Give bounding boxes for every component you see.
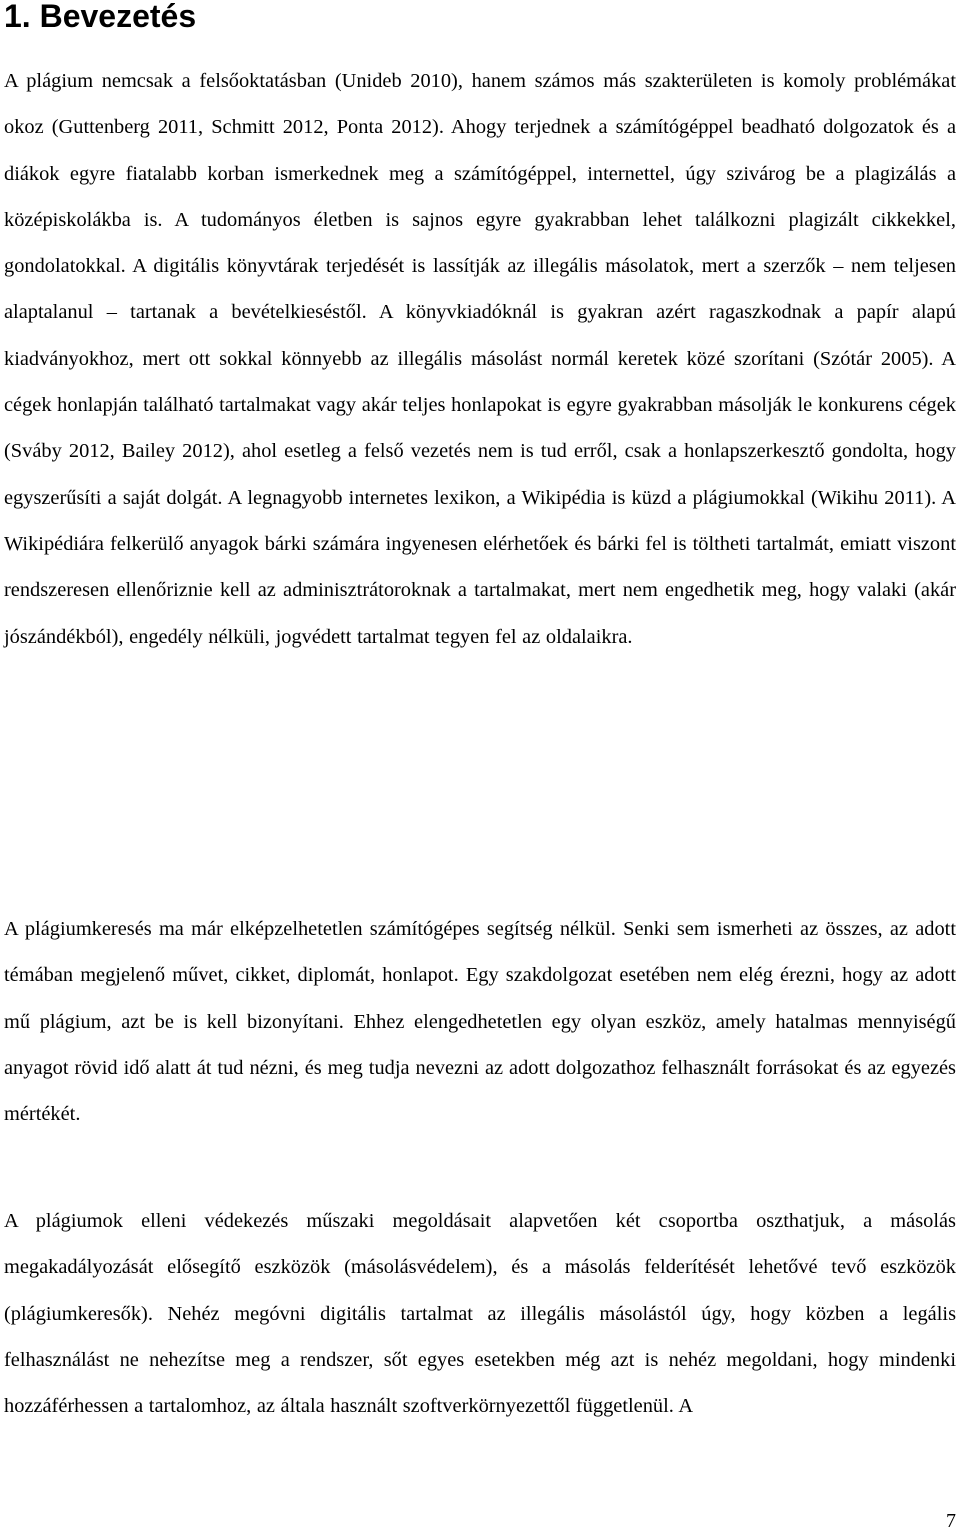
page-number: 7 [946,1510,956,1532]
paragraph-1: A plágium nemcsak a felsőoktatásban (Unideb 2010), hanem számos más szakterületen is komoly problémákat okoz (Guttenberg 2011, Schmitt 2012, Ponta 2012). Ahogy terjednek a számítógéppel beadható dolgozatok és a diákok egyre fiatalabb korban ismerkednek meg a számítógéppel, internettel, úgy szivárog be a plagizálás a középiskolákba is. A tudományos életben is sajnos egyre gyakrabban lehet találkozni plagizált cikkekkel, gondolatokkal. A digitális könyvtárak terjedését is lassítják az illegális másolatok, mert a szerzők – nem teljesen alaptalanul – tartanak a bevételkieséstől. A könyvkiadóknál is gyakran azért ragaszkodnak a papír alapú kiadványokhoz, mert ott sokkal könnyebb az illegális másolást normál keretek közé szorítani (Szótár 2005). A cégek honlapján található tartalmakat vagy akár teljes honlapokat is egyre gyakrabban másolják le konkurens cégek (Sváby 2012, Bailey 2012), ahol esetleg a felső vezetés nem is tud erről, csak a honlapszerkesztő gondolta, hogy egyszerűsíti a saját dolgát. A legnagyobb internetes lexikon, a Wikipédia is küzd a plágiumokkal (Wikihu 2011). A Wikipédiára felkerülő anyagok bárki számára ingyenesen elérhetőek és bárki fel is töltheti tartalmát, emiatt viszont rendszeresen ellenőriznie kell az adminisztrátoroknak a tartalmakat, mert nem engedhetik meg, hogy valaki (akár jószándékból), engedély nélküli, jogvédett tartalmat tegyen fel az oldalaikra. [4,70,956,648]
paragraph-3: A plágiumok elleni védekezés műszaki megoldásait alapvetően két csoportba oszthatjuk, a másolás megakadályozását elősegítő eszközök (másolásvédelem), és a másolás felderítését lehetővé tevő eszközök (plágiumkeresők). Nehéz megóvni digitális tartalmat az illegális másolástól úgy, hogy közben a legális felhasználást ne nehezítse meg a rendszer, sőt egyes esetekben még azt is nehéz megoldani, hogy mindenki hozzáférhessen a tartalomhoz, az általa használt szoftverkörnyezettől függetlenül. A [4,1210,956,1418]
paragraph-2: A plágiumkeresés ma már elképzelhetetlen számítógépes segítség nélkül. Senki sem ismerheti az összes, az adott témában megjelenő művet, cikket, diplomát, honlapot. Egy szakdolgozat esetében nem elég érezni, hogy az adott mű plágium, azt be is kell bizonyítani. Ehhez elengedhetetlen egy olyan eszköz, amely hatalmas mennyiségű anyagot rövid idő alatt át tud nézni, és meg tudja nevezni az adott dolgozathoz felhasznált forrásokat és az egyezés mértékét. [4,918,956,1126]
section-heading: 1. Bevezetés [4,0,197,34]
